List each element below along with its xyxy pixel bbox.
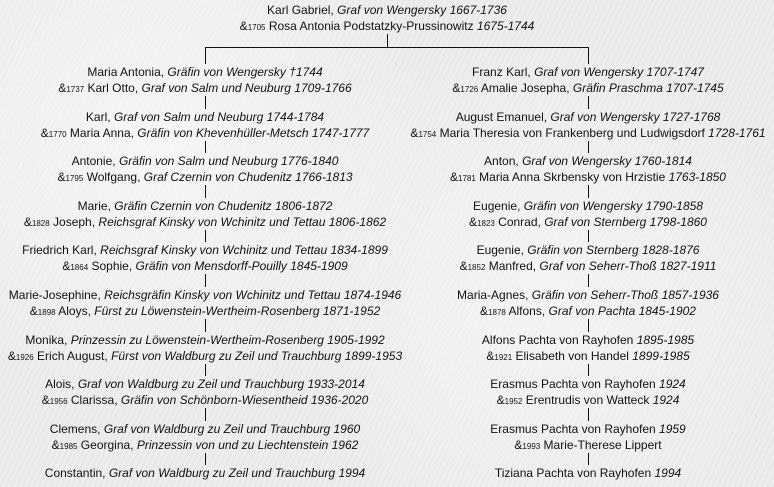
left-person-5: Marie-Josephine, Reichsgräfin Kinsky von Wchinitz und Tettau 1874-1946 — [8, 288, 402, 302]
right-connector-1 — [588, 141, 589, 154]
left-spouse-0: &1737 Karl Otto, Graf von Salm und Neuburg 1709-1766 — [58, 81, 352, 95]
right-person-3: Eugenie, Gräfin von Wengersky 1790-1858 — [473, 198, 703, 213]
right-connector-7 — [588, 408, 589, 421]
left-spouse-3: &1828 Joseph, Reichsgraf Kinsky von Wchinitz und Tettau 1806-1862 — [23, 214, 387, 229]
left-person-1: Karl, Graf von Salm und Neuburg 1744-1784 — [85, 109, 325, 124]
left-spouse-1: &1770 Maria Anna, Gräfin von Khevenhüller-Metsch 1747-1777 — [40, 125, 370, 140]
left-spouse-8: &1985 Georgina, Prinzessin von und zu Liechtenstein 1962 — [51, 437, 359, 452]
right-connector-0 — [588, 96, 589, 109]
right-branch-drop — [588, 47, 589, 64]
right-person-8: Erasmus Pachta von Rayhofen 1959 — [490, 421, 686, 436]
right-person-0: Franz Karl, Graf von Wengersky 1707-1747 — [472, 65, 704, 79]
left-connector-6 — [205, 364, 206, 377]
right-person-9: Tiziana Pachta von Rayhofen 1994 — [494, 466, 682, 481]
right-spouse-2: &1781 Maria Anna Skrbensky von Hrzistie 1763-1850 — [450, 170, 726, 185]
left-spouse-2: &1795 Wolfgang, Graf Czernin von Chudenitz 1766-1813 — [57, 170, 353, 185]
right-spouse-3: &1823 Conrad, Graf von Sternberg 1798-1860 — [469, 214, 707, 229]
right-connector-6 — [588, 364, 589, 377]
left-connector-5 — [205, 319, 206, 332]
root-branch-bar — [205, 47, 589, 48]
right-spouse-5: &1878 Alfons, Graf von Pachta 1845-1902 — [480, 304, 696, 318]
left-spouse-6: &1926 Erich August, Fürst von Waldburg zu Zeil und Trauchburg 1899-1953 — [7, 348, 403, 363]
left-spouse-4: &1864 Sophie, Gräfin von Mensdorff-Pouilly 1845-1909 — [62, 259, 348, 274]
left-person-9: Constantin, Graf von Waldburg zu Zeil und Trauchburg 1994 — [44, 466, 366, 481]
left-person-0: Maria Antonia, Gräfin von Wengersky †1744 — [87, 65, 323, 79]
left-spouse-7: &1956 Clarissa, Gräfin von Schönborn-Wiesentheid 1936-2020 — [41, 393, 369, 408]
right-spouse-8: &1993 Marie-Therese Lippert — [514, 437, 662, 452]
right-spouse-7: &1952 Erentrudis von Watteck 1924 — [496, 393, 680, 408]
left-branch-drop — [205, 47, 206, 64]
left-person-2: Antonie, Gräfin von Salm und Neuburg 1776-1840 — [71, 154, 339, 169]
left-person-8: Clemens, Graf von Waldburg zu Zeil und Trauchburg 1960 — [49, 421, 361, 436]
left-person-7: Alois, Graf von Waldburg zu Zeil und Trauchburg 1933-2014 — [45, 377, 365, 392]
right-connector-8 — [588, 453, 589, 466]
right-person-7: Erasmus Pachta von Rayhofen 1924 — [490, 377, 686, 392]
root-stem — [387, 34, 388, 47]
left-connector-4 — [205, 274, 206, 287]
right-person-5: Maria-Agnes, Gräfin von Seherr-Thoß 1857-1936 — [457, 288, 719, 302]
right-person-4: Eugenie, Gräfin von Sternberg 1828-1876 — [476, 243, 700, 258]
right-spouse-0: &1726 Amalie Josepha, Gräfin Praschma 1707-1745 — [452, 81, 724, 95]
left-person-4: Friedrich Karl, Reichsgraf Kinsky von Wchinitz und Tettau 1834-1899 — [22, 243, 388, 258]
right-connector-3 — [588, 230, 589, 243]
root-person: Karl Gabriel, Graf von Wengersky 1667-1736 — [267, 3, 507, 17]
left-connector-7 — [205, 408, 206, 421]
left-connector-3 — [205, 230, 206, 243]
root-spouse: &1705 Rosa Antonia Podstatzky-Prussinowitz 1675-1744 — [239, 19, 535, 33]
right-spouse-1: &1754 Maria Theresia von Frankenberg und Ludwigsdorf 1728-1761 — [410, 125, 766, 140]
right-person-1: August Emanuel, Graf von Wengersky 1727-1768 — [455, 109, 721, 124]
right-person-2: Anton, Graf von Wengersky 1760-1814 — [484, 154, 692, 169]
left-connector-1 — [205, 141, 206, 154]
left-connector-2 — [205, 185, 206, 198]
right-spouse-4: &1852 Manfred, Graf von Seherr-Thoß 1827-1911 — [459, 259, 717, 274]
left-connector-8 — [205, 453, 206, 466]
right-connector-2 — [588, 185, 589, 198]
left-person-6: Monika, Prinzessin zu Löwenstein-Wertheim-Rosenberg 1905-1992 — [25, 332, 385, 347]
left-spouse-5: &1898 Aloys, Fürst zu Löwenstein-Wertheim-Rosenberg 1871-1952 — [29, 304, 381, 318]
right-connector-5 — [588, 319, 589, 332]
right-person-6: Alfons Pachta von Rayhofen 1895-1985 — [481, 332, 695, 347]
left-person-3: Marie, Gräfin Czernin von Chudenitz 1806-1872 — [77, 198, 333, 213]
left-connector-0 — [205, 96, 206, 109]
right-spouse-6: &1921 Elisabeth von Handel 1899-1985 — [486, 348, 690, 363]
right-connector-4 — [588, 274, 589, 287]
